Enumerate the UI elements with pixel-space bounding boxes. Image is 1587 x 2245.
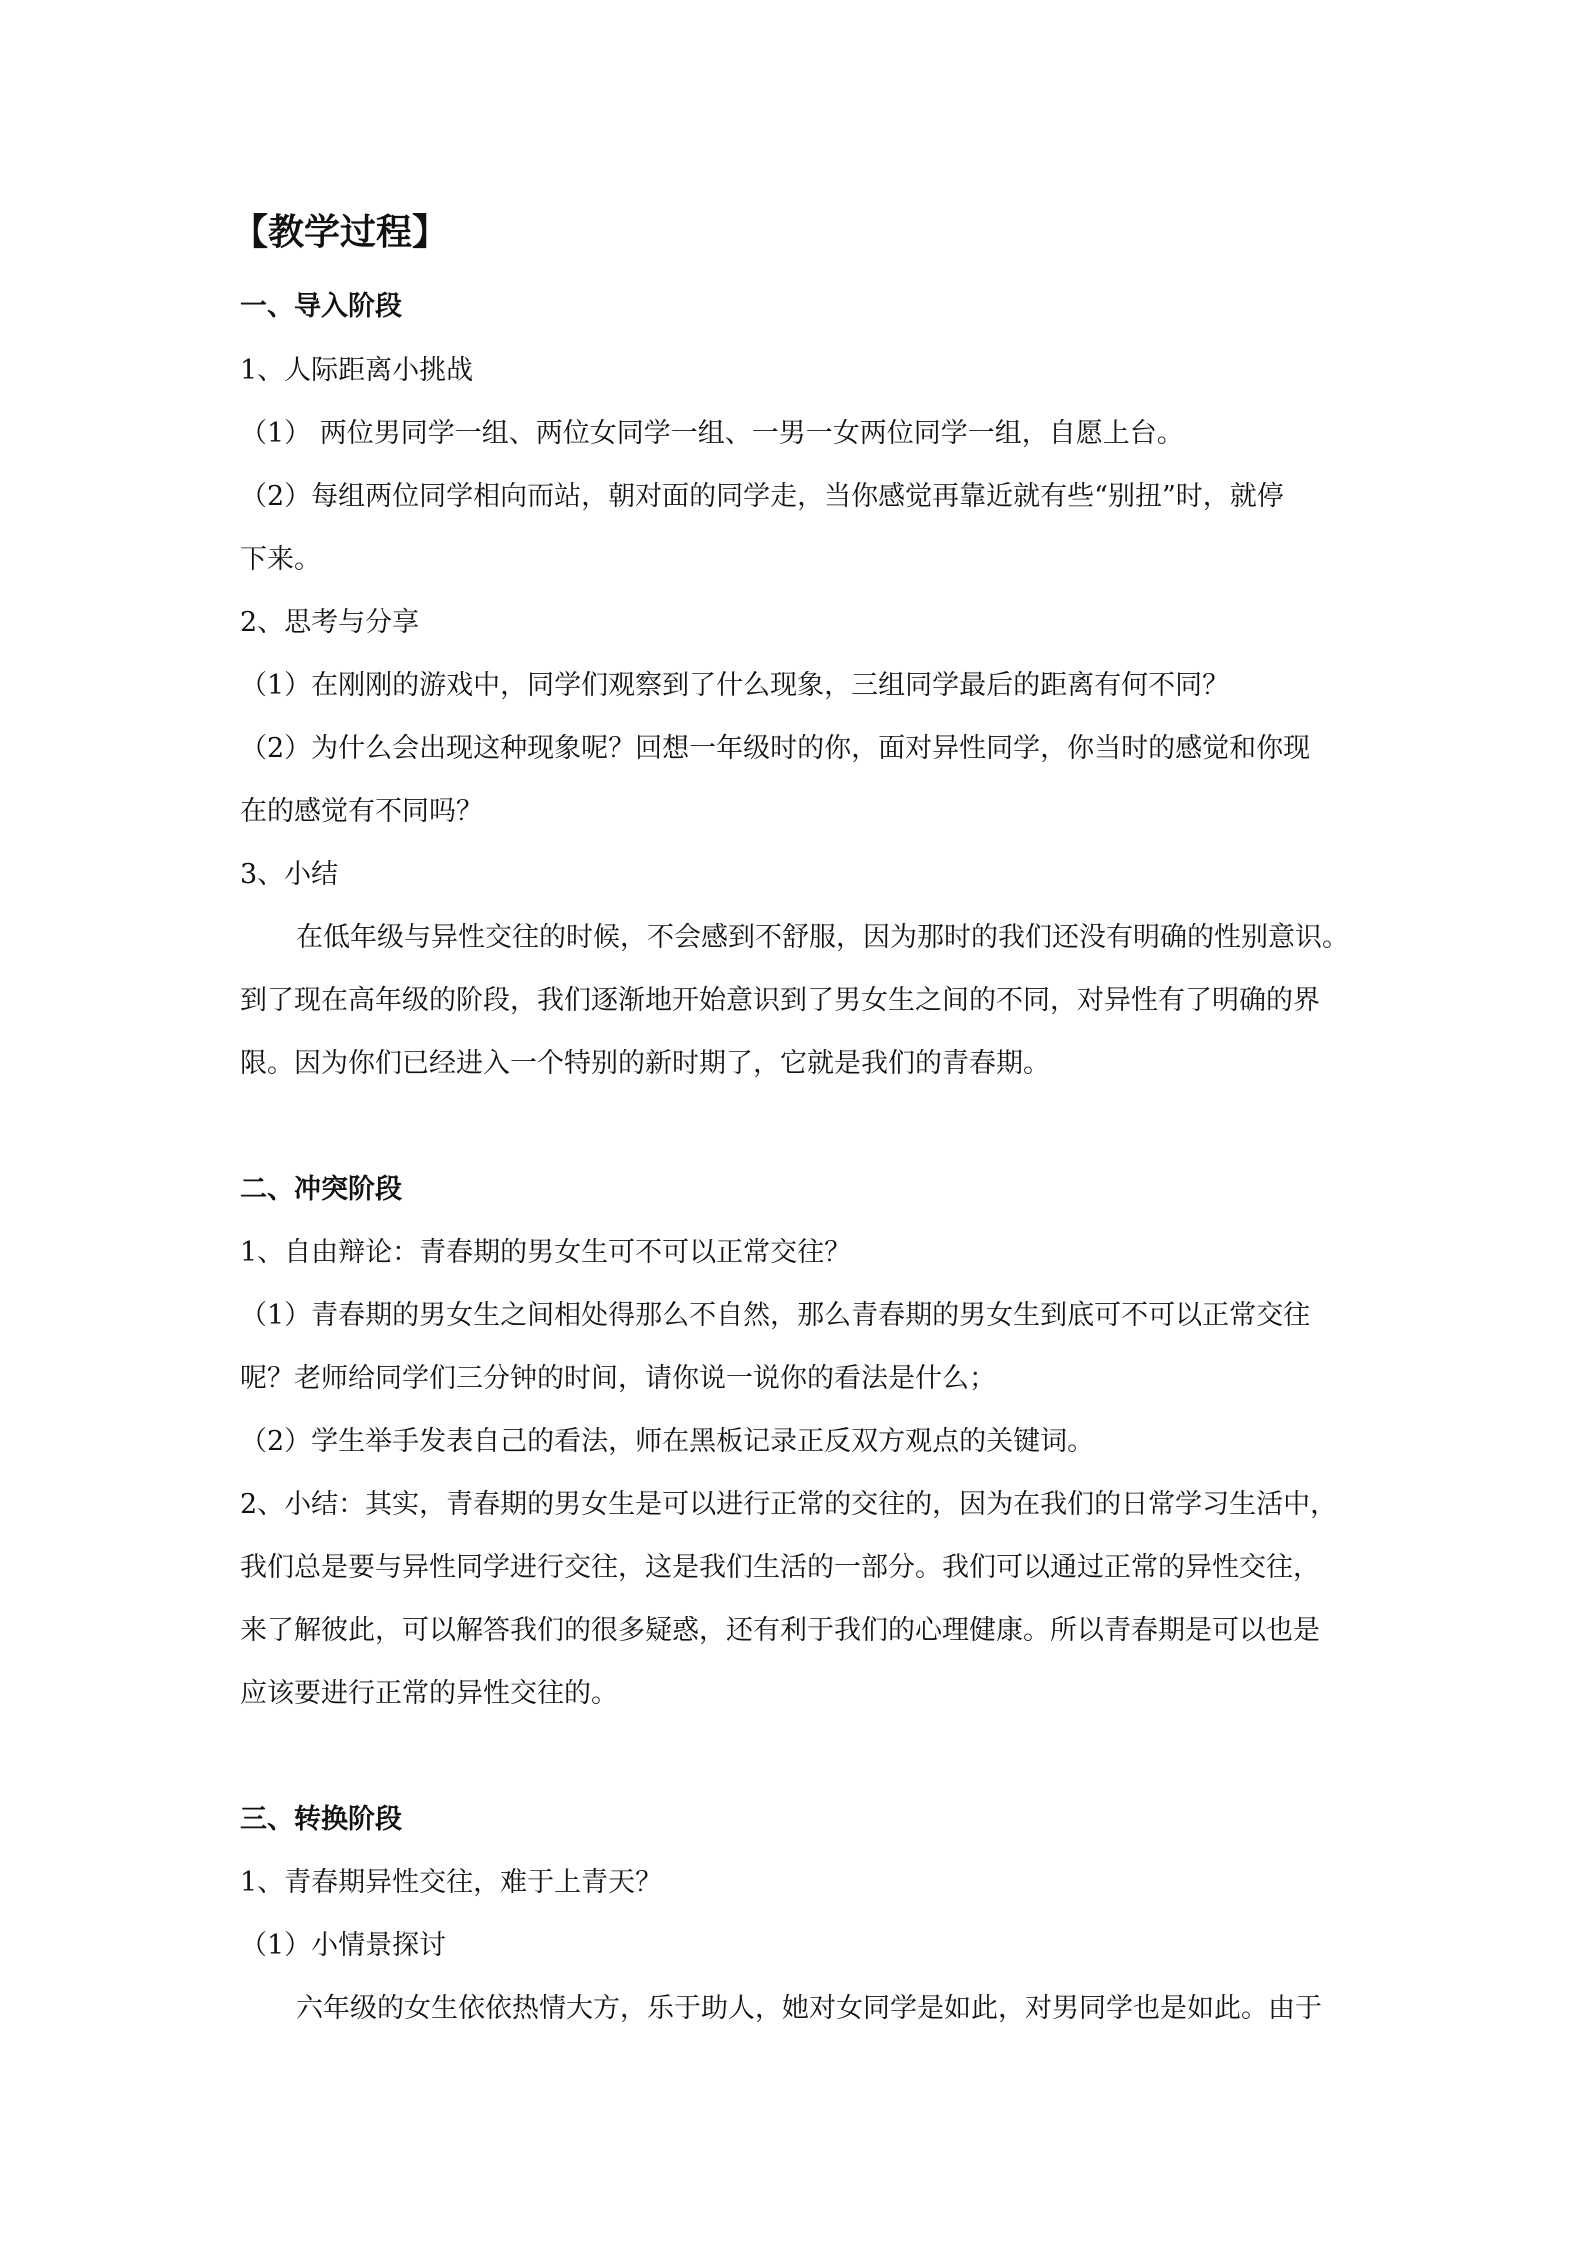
item-title: 2、思考与分享 [240,607,420,638]
section-heading-conflict: 二、冲突阶段 [240,1174,402,1205]
paragraph-line: 2、小结：其实，青春期的男女生是可以进行正常的交往的，因为在我们的日常学习生活中， [240,1489,1338,1520]
paragraph-line: （2）学生举手发表自己的看法，师在黑板记录正反双方观点的关键词。 [240,1426,1095,1457]
paragraph-line: （2）每组两位同学相向而站，朝对面的同学走，当你感觉再靠近就有些“别扭”时，就停 [240,481,1284,512]
paragraph-line: （2）为什么会出现这种现象呢？回想一年级时的你，面对异性同学，你当时的感觉和你现 [240,733,1311,764]
paragraph-line: 来了解彼此，可以解答我们的很多疑惑，还有利于我们的心理健康。所以青春期是可以也是 [240,1615,1320,1646]
paragraph-line: （1）青春期的男女生之间相处得那么不自然，那么青春期的男女生到底可不可以正常交往 [240,1300,1311,1331]
section-heading-transition: 三、转换阶段 [240,1804,402,1835]
item-title: 1、自由辩论：青春期的男女生可不可以正常交往？ [240,1237,852,1268]
paragraph-line: （1）小情景探讨 [240,1930,447,1961]
item-title: 1、人际距离小挑战 [240,355,474,386]
section-heading-intro: 一、导入阶段 [240,291,402,322]
paragraph-line: 呢？老师给同学们三分钟的时间，请你说一说你的看法是什么； [240,1363,996,1394]
paragraph-line: 应该要进行正常的异性交往的。 [240,1678,618,1709]
paragraph-line: 限。因为你们已经进入一个特别的新时期了，它就是我们的青春期。 [240,1048,1050,1079]
page-title: 【教学过程】 [232,211,449,253]
paragraph-line: 在的感觉有不同吗？ [240,796,483,827]
paragraph-line: 六年级的女生依依热情大方，乐于助人，她对女同学是如此，对男同学也是如此。由于 [296,1993,1322,2024]
paragraph-line: 在低年级与异性交往的时候，不会感到不舒服，因为那时的我们还没有明确的性别意识。 [296,922,1349,953]
paragraph-line: （1） 两位男同学一组、两位女同学一组、一男一女两位同学一组，自愿上台。 [240,418,1184,449]
paragraph-line: 我们总是要与异性同学进行交往，这是我们生活的一部分。我们可以通过正常的异性交往， [240,1552,1320,1583]
paragraph-line: 下来。 [240,544,321,575]
item-title: 1、青春期异性交往，难于上青天？ [240,1867,663,1898]
paragraph-line: （1）在刚刚的游戏中，同学们观察到了什么现象，三组同学最后的距离有何不同？ [240,670,1230,701]
paragraph-line: 到了现在高年级的阶段，我们逐渐地开始意识到了男女生之间的不同，对异性有了明确的界 [240,985,1320,1016]
item-title: 3、小结 [240,859,339,890]
